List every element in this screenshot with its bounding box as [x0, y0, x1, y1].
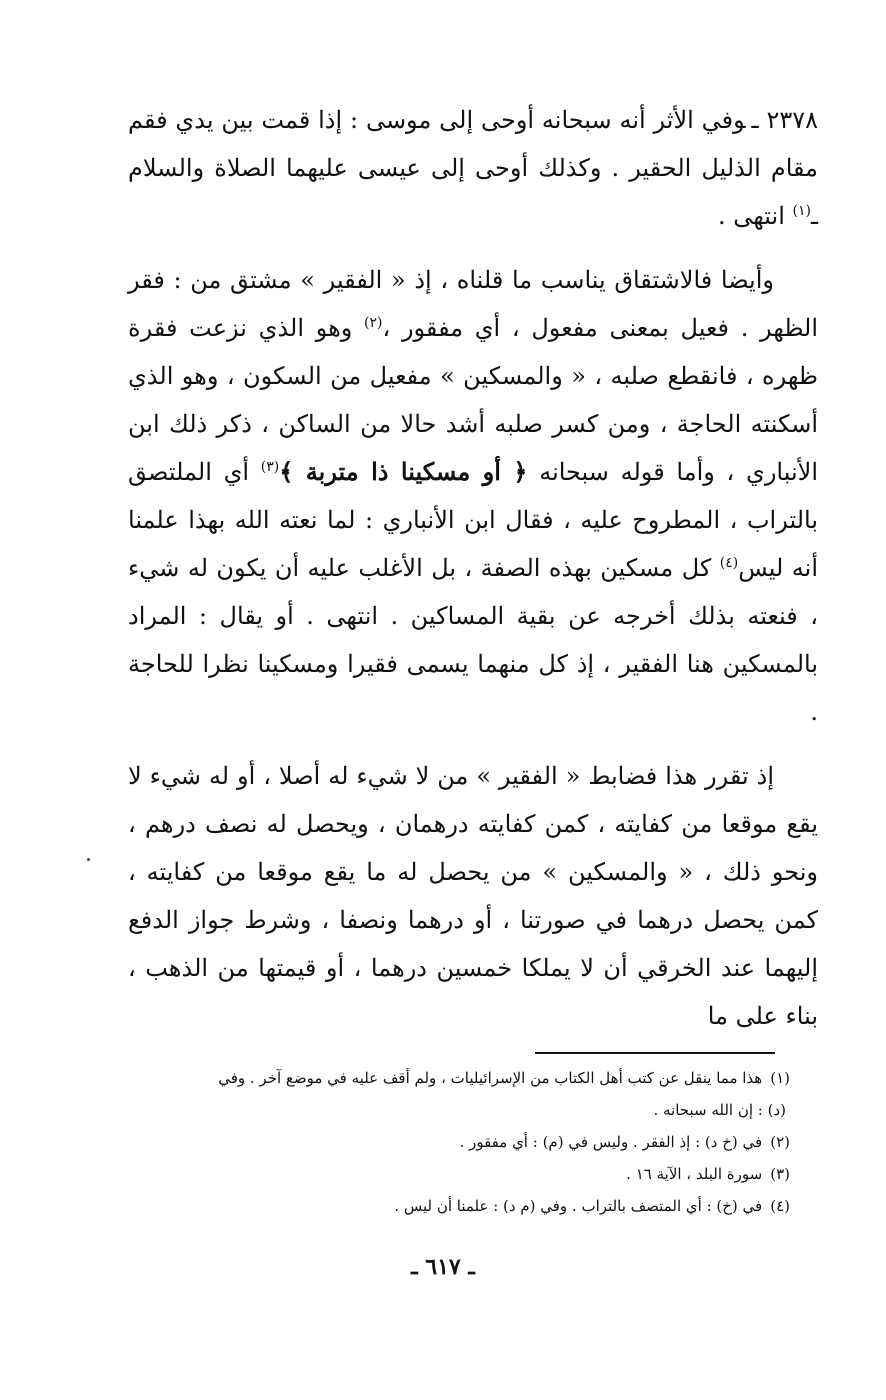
etymology-paragraph: [128, 256, 818, 736]
entry-text-end: انتهى .: [717, 202, 793, 230]
etymology-text-2: وهو الذي نزعت فقرة ظهره ، فانقطع صلبه ، « والمسكين » مفعيل من السكون ، وهو الذي أسكنته الحاجة ، ومن كسر صلبه أشد حالا من الساكن ، ذكر ذلك ابن الأنباري ، وأما قوله سبحانه: [128, 314, 818, 486]
definition-text: إذ تقرر هذا فضابط « الفقير » من لا شيء له أصلا ، أو له شيء لا يقع موقعا من كفايته ، كمن كفايته درهمان ، ويحصل له نصف درهم ، ونحو ذلك ، « والمسكين » من يحصل له ما يقع موقعا من كفايته ، كمن يحصل درهما في صورتنا ، أو درهما ونصفا ، وشرط جواز الدفع إليهما عند الخرقي أن لا يملكا خمسين درهما ، أو قيمتها من الذهب ، بناء على ما: [128, 762, 818, 1030]
scan-speck: [87, 858, 90, 861]
paragraph-gap: [128, 736, 818, 752]
footnote-2: [120, 1126, 790, 1158]
etymology-text-4: كل مسكين بهذه الصفة ، بل الأغلب عليه أن يكون له شيء ، فنعته بذلك أخرجه عن بقية المساكين . انتهى . أو يقال : المراد بالمسكين هنا الفقير ، إذ كل منهما يسمى فقيرا ومسكينا نظرا للحاجة .: [128, 554, 818, 726]
paragraph-gap: [128, 240, 818, 256]
footnotes: [120, 1062, 790, 1222]
page-number: ـ ٦١٧ ـ: [411, 1254, 475, 1280]
footnote-number: (١): [770, 1069, 790, 1087]
footnote-4: [120, 1190, 790, 1222]
footnote-text: سورة البلد ، الآية ١٦ .: [626, 1165, 763, 1183]
footnote-ref-4: (٤): [719, 555, 739, 571]
footnote-ref-1: (١): [792, 203, 811, 219]
footnote-ref-3: (٣): [260, 459, 280, 475]
etymology-text-1: وأيضا فالاشتقاق يناسب ما قلناه ، إذ « الفقير » مشتق من : فقر الظهر . فعيل بمعنى مفعول ، أي مفقور ،: [128, 266, 818, 342]
footnote-text: في (خ) : أي المتصف بالتراب . وفي (م د) : علمنا أن ليس .: [394, 1197, 763, 1215]
footnote-3: [120, 1158, 790, 1190]
etymology-text-3: أي الملتصق بالتراب ، المطروح عليه ، فقال ابن الأنباري : لما نعته الله بهذا علمنا أنه ليس: [128, 458, 818, 582]
entry-number: ٢٣٧٨ ـ: [751, 106, 818, 134]
footnote-text: هذا مما ينقل عن كتب أهل الكتاب من الإسرائيليات ، ولم أقف عليه في موضع آخر . وفي: [218, 1069, 763, 1087]
footnote-number: (٤): [770, 1197, 790, 1215]
entry-text: وفي الأثر أنه سبحانه أوحى إلى موسى : إذا قمت بين يدي فقم مقام الذليل الحقير . وكذلك أوحى إلى عيسى عليهما الصلاة والسلام ـ: [128, 106, 818, 230]
quran-verse: ﴿ أو مسكينا ذا متربة ﴾: [279, 457, 528, 486]
footnote-number: (٣): [770, 1165, 790, 1183]
footnote-1-continued: [120, 1094, 790, 1126]
footnote-text: في (خ د) : إذ الفقر . وليس في (م) : أي مفقور .: [459, 1133, 763, 1151]
footnote-number: (٢): [770, 1133, 790, 1151]
footnote-divider: [535, 1052, 775, 1054]
entry-paragraph: [128, 96, 818, 240]
definition-paragraph: [128, 752, 818, 1040]
footnote-1: [120, 1062, 790, 1094]
main-text: [128, 96, 818, 1040]
footnote-text: (د) : إن الله سبحانه .: [653, 1101, 786, 1119]
footnote-ref-2: (٢): [364, 315, 383, 331]
